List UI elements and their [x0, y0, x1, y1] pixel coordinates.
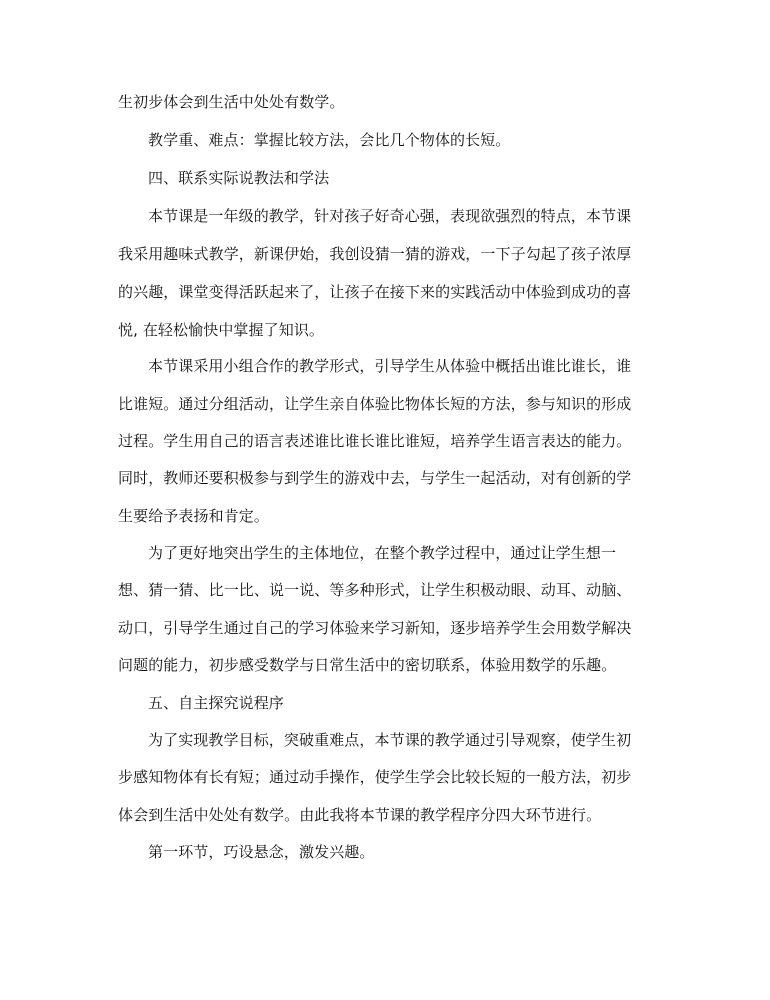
section-heading-5: 五、自主探究说程序	[148, 694, 284, 712]
text-line-20: 体会到生活中处处有数学。由此我将本节课的教学程序分四大环节进行。	[118, 806, 602, 824]
text-line-7: 悦, 在轻松愉快中掌握了知识。	[118, 321, 325, 339]
text-line-10: 过程。学生用自己的语言表述谁比谁长谁比谁短，培养学生语言表达的能力。	[118, 432, 632, 450]
text-line-16: 问题的能力，初步感受数学与日常生活中的密切联系，体验用数学的乐趣。	[118, 656, 617, 674]
text-line-5: 我采用趣味式教学，新课伊始，我创设猜一猜的游戏，一下子勾起了孩子浓厚	[118, 245, 632, 263]
text-line-13: 为了更好地突出学生的主体地位，在整个教学过程中，通过让学生想一	[148, 544, 617, 562]
text-line-1: 生初步体会到生活中处处有数学。	[118, 93, 345, 111]
section-heading-4: 四、联系实际说教法和学法	[148, 169, 330, 187]
text-line-11: 同时，教师还要积极参与到学生的游戏中去，与学生一起活动，对有创新的学	[118, 469, 632, 487]
text-line-19: 步感知物体有长有短；通过动手操作，使学生学会比较长短的一般方法，初步	[118, 768, 632, 786]
text-line-18: 为了实现教学目标，突破重难点，本节课的教学通过引导观察，使学生初	[148, 731, 632, 749]
text-line-12: 生要给予表扬和肯定。	[118, 507, 270, 525]
text-line-14: 想、猜一猜、比一比、说一说、等多种形式，让学生积极动眼、动耳、动脑、	[118, 581, 632, 599]
text-line-15: 动口，引导学生通过自己的学习体验来学习新知，逐步培养学生会用数学解决	[118, 619, 632, 637]
text-line-9: 比谁短。通过分组活动，让学生亲自体验比物体长短的方法，参与知识的形成	[118, 395, 632, 413]
key-points-line: 教学重、难点：掌握比较方法，会比几个物体的长短。	[148, 131, 511, 149]
text-line-6: 的兴趣，课堂变得活跃起来了，让孩子在接下来的实践活动中体验到成功的喜	[118, 283, 632, 301]
text-line-4: 本节课是一年级的教学，针对孩子好奇心强，表现欲强烈的特点，本节课	[148, 207, 632, 225]
text-line-8: 本节课采用小组合作的教学形式，引导学生从体验中概括出谁比谁长，谁	[148, 357, 632, 375]
text-line-21: 第一环节，巧设悬念，激发兴趣。	[148, 843, 375, 861]
